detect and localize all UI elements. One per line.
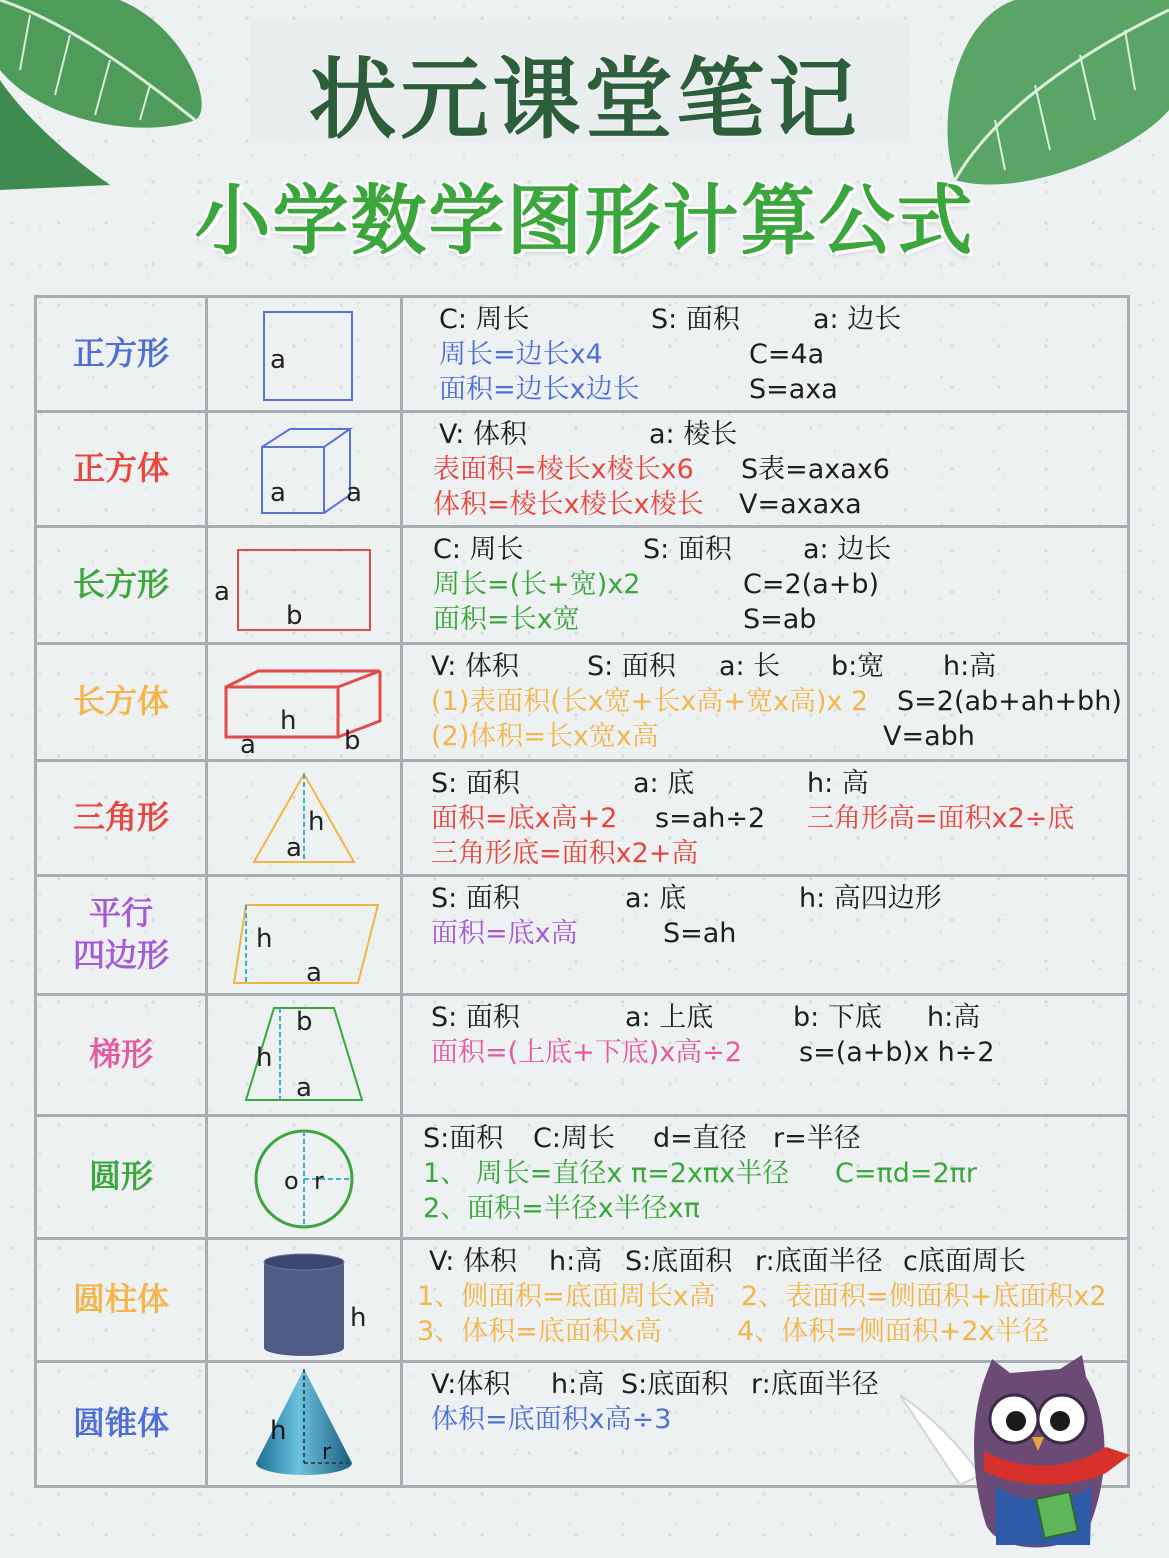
formula-text: b:宽	[831, 651, 885, 682]
shape-name: 三角形	[36, 761, 207, 876]
formula-text: 体积=棱长x棱长x棱长	[433, 489, 704, 520]
table-row	[36, 1116, 1129, 1239]
formula-text: S: 面积	[431, 768, 520, 799]
formula-text: C=2(a+b)	[743, 569, 880, 600]
cone-figure	[207, 1362, 402, 1487]
formula-text: C=πd=2πr	[835, 1158, 978, 1189]
formula-cell	[402, 527, 1129, 644]
table-row	[36, 876, 1129, 995]
formula-text: s=(a+b)x h÷2	[799, 1037, 995, 1068]
shape-name: 圆柱体	[36, 1239, 207, 1362]
formula-text: r:底面半径	[751, 1369, 879, 1400]
formula-text: S:面积	[423, 1123, 504, 1154]
formula-line	[403, 881, 1127, 916]
figure-label: a	[270, 478, 286, 508]
formula-text: d=直径	[653, 1123, 747, 1154]
formula-text: (2)体积=长x宽x高	[431, 721, 659, 752]
figure-label: a	[214, 577, 230, 607]
formula-text: h:高	[551, 1369, 605, 1400]
figure-label: b	[286, 601, 303, 631]
formula-text: S:底面积	[621, 1369, 729, 1400]
figure-label: b	[296, 1007, 313, 1037]
formula-text: S: 面积	[431, 883, 520, 914]
figure-label: a	[240, 730, 256, 759]
page-title: 状元课堂笔记	[308, 48, 861, 151]
formula-text: b: 下底	[793, 1002, 882, 1033]
cylinder-figure	[207, 1239, 402, 1362]
formula-line	[403, 567, 1127, 602]
figure-label: h	[256, 924, 273, 954]
formula-text: h:高	[927, 1002, 981, 1033]
table-row	[36, 297, 1129, 412]
formula-text: V: 体积	[431, 651, 519, 682]
figure-label: h	[350, 1303, 367, 1333]
parallelogram-figure	[207, 876, 402, 995]
formula-line	[403, 602, 1127, 637]
rectangle-figure	[207, 527, 402, 644]
formula-text: a: 边长	[813, 304, 902, 335]
formula-text: C:周长	[533, 1123, 615, 1154]
formula-text: 1、侧面积=底面周长x高	[417, 1281, 716, 1312]
formula-text: 表面积=棱长x棱长x6	[433, 454, 694, 485]
formula-text: r=半径	[773, 1123, 861, 1154]
formula-text: S=axa	[749, 374, 838, 405]
formula-cell	[402, 412, 1129, 527]
formula-cell	[402, 1239, 1129, 1362]
formula-text: (1)表面积(长x宽+长x高+宽x高)x 2	[431, 686, 869, 717]
formula-line	[403, 766, 1127, 801]
shape-name: 长方形	[36, 527, 207, 644]
formula-text: 周长=边长x4	[439, 339, 603, 370]
figure-label: a	[306, 958, 322, 988]
formula-text: 体积=底面积x高÷3	[431, 1404, 672, 1435]
formula-text: a: 上底	[625, 1002, 714, 1033]
figure-label: a	[270, 345, 286, 375]
formula-line	[403, 417, 1127, 452]
formula-line	[403, 649, 1127, 684]
figure-label: b	[344, 726, 361, 756]
formula-line	[403, 452, 1127, 487]
figure-label: a	[346, 478, 362, 508]
formula-text: V: 体积	[439, 419, 527, 450]
table-row	[36, 1239, 1129, 1362]
formula-line	[403, 487, 1127, 522]
shape-name: 长方体	[36, 644, 207, 761]
formula-cell	[402, 297, 1129, 412]
formula-text: h: 高四边形	[799, 883, 942, 914]
table-row	[36, 995, 1129, 1116]
formula-text: C: 周长	[439, 304, 530, 335]
formula-line	[403, 302, 1127, 337]
formula-text: 1、 周长=直径x π=2xπx半径	[423, 1158, 790, 1189]
figure-label: a	[296, 1073, 312, 1103]
formula-text: s=ah÷2	[655, 803, 766, 834]
formula-text: a: 边长	[803, 534, 892, 565]
shape-name: 梯形	[36, 995, 207, 1116]
formula-text: V=axaxa	[739, 489, 862, 520]
figure-label: h	[308, 807, 325, 837]
formula-text: a: 底	[633, 768, 695, 799]
formula-text: S: 面积	[587, 651, 676, 682]
formula-text: h:高	[549, 1246, 603, 1277]
circle-figure	[207, 1116, 402, 1239]
formula-text: 2、表面积=侧面积+底面积x2	[741, 1281, 1107, 1312]
formula-text: S表=axax6	[741, 454, 890, 485]
figure-label: h	[280, 706, 297, 736]
formula-text: V: 体积	[429, 1246, 517, 1277]
formula-text: h: 高	[807, 768, 869, 799]
formula-text: S=ab	[743, 604, 817, 635]
formula-cell	[402, 1116, 1129, 1239]
figure-label: h	[270, 1416, 287, 1446]
formula-text: 3、体积=底面积x高	[417, 1316, 662, 1347]
formula-line	[403, 801, 1127, 836]
owl-mascot-illustration	[900, 1355, 1130, 1555]
formula-line	[403, 532, 1127, 567]
formula-line	[403, 1314, 1127, 1349]
formula-text: 三角形底=面积x2+高	[431, 838, 699, 869]
formula-line	[403, 684, 1127, 719]
formula-text: 2、面积=半径x半径xπ	[423, 1193, 701, 1224]
formula-text: S: 面积	[643, 534, 732, 565]
formula-text: 三角形高=面积x2÷底	[807, 803, 1075, 834]
formula-text: V=abh	[883, 721, 975, 752]
formula-text: 4、体积=侧面积+2x半径	[737, 1316, 1049, 1347]
formula-text: a: 底	[625, 883, 687, 914]
formula-text: h:高	[943, 651, 997, 682]
formula-text: C=4a	[749, 339, 825, 370]
shape-name: 正方形	[36, 297, 207, 412]
formula-text: V:体积	[431, 1369, 511, 1400]
cuboid-figure	[207, 644, 402, 761]
formula-text: S=ah	[663, 918, 737, 949]
formula-line	[403, 1279, 1127, 1314]
cube-figure	[207, 412, 402, 527]
formula-line	[403, 1121, 1127, 1156]
formula-line	[403, 1156, 1127, 1191]
formula-cell	[402, 761, 1129, 876]
shape-name: 平行 四边形	[36, 876, 207, 995]
figure-label: h	[256, 1043, 273, 1073]
figure-label: r	[314, 1167, 324, 1195]
formula-cell	[402, 995, 1129, 1116]
page-subtitle: 小学数学图形计算公式	[194, 176, 975, 265]
formula-line	[403, 372, 1127, 407]
formula-text: S: 面积	[431, 1002, 520, 1033]
formula-text: S: 面积	[651, 304, 740, 335]
formula-line	[403, 337, 1127, 372]
triangle-figure	[207, 761, 402, 876]
table-row	[36, 644, 1129, 761]
formula-text: 面积=边长x边长	[439, 374, 640, 405]
formula-text: 面积=底x高	[431, 918, 578, 949]
figure-label: r	[322, 1440, 332, 1465]
formula-line	[403, 719, 1127, 754]
formula-text: r:底面半径	[755, 1246, 883, 1277]
trapezoid-figure	[207, 995, 402, 1116]
formula-text: C: 周长	[433, 534, 524, 565]
table-row	[36, 412, 1129, 527]
formula-cell	[402, 644, 1129, 761]
formula-table	[34, 295, 1130, 1488]
figure-label: o	[284, 1167, 299, 1195]
formula-line	[403, 1191, 1127, 1226]
formula-text: 面积=底x高+2	[431, 803, 618, 834]
formula-text: S:底面积	[625, 1246, 733, 1277]
table-row	[36, 527, 1129, 644]
shape-name: 圆锥体	[36, 1362, 207, 1487]
formula-text: a: 长	[719, 651, 781, 682]
formula-text: S=2(ab+ah+bh)	[897, 686, 1122, 717]
formula-text: 面积=长x宽	[433, 604, 580, 635]
formula-cell	[402, 876, 1129, 995]
formula-text: 面积=(上底+下底)x高÷2	[431, 1037, 743, 1068]
table-row	[36, 761, 1129, 876]
formula-line	[403, 1000, 1127, 1035]
formula-line	[403, 1244, 1127, 1279]
formula-text: c底面周长	[903, 1246, 1026, 1277]
shape-name: 圆形	[36, 1116, 207, 1239]
shape-name: 正方体	[36, 412, 207, 527]
formula-text: 周长=(长+宽)x2	[433, 569, 641, 600]
formula-line	[403, 836, 1127, 871]
figure-label: a	[286, 833, 302, 863]
square-figure	[207, 297, 402, 412]
formula-text: a: 棱长	[649, 419, 738, 450]
formula-line	[403, 1035, 1127, 1070]
formula-line	[403, 916, 1127, 951]
